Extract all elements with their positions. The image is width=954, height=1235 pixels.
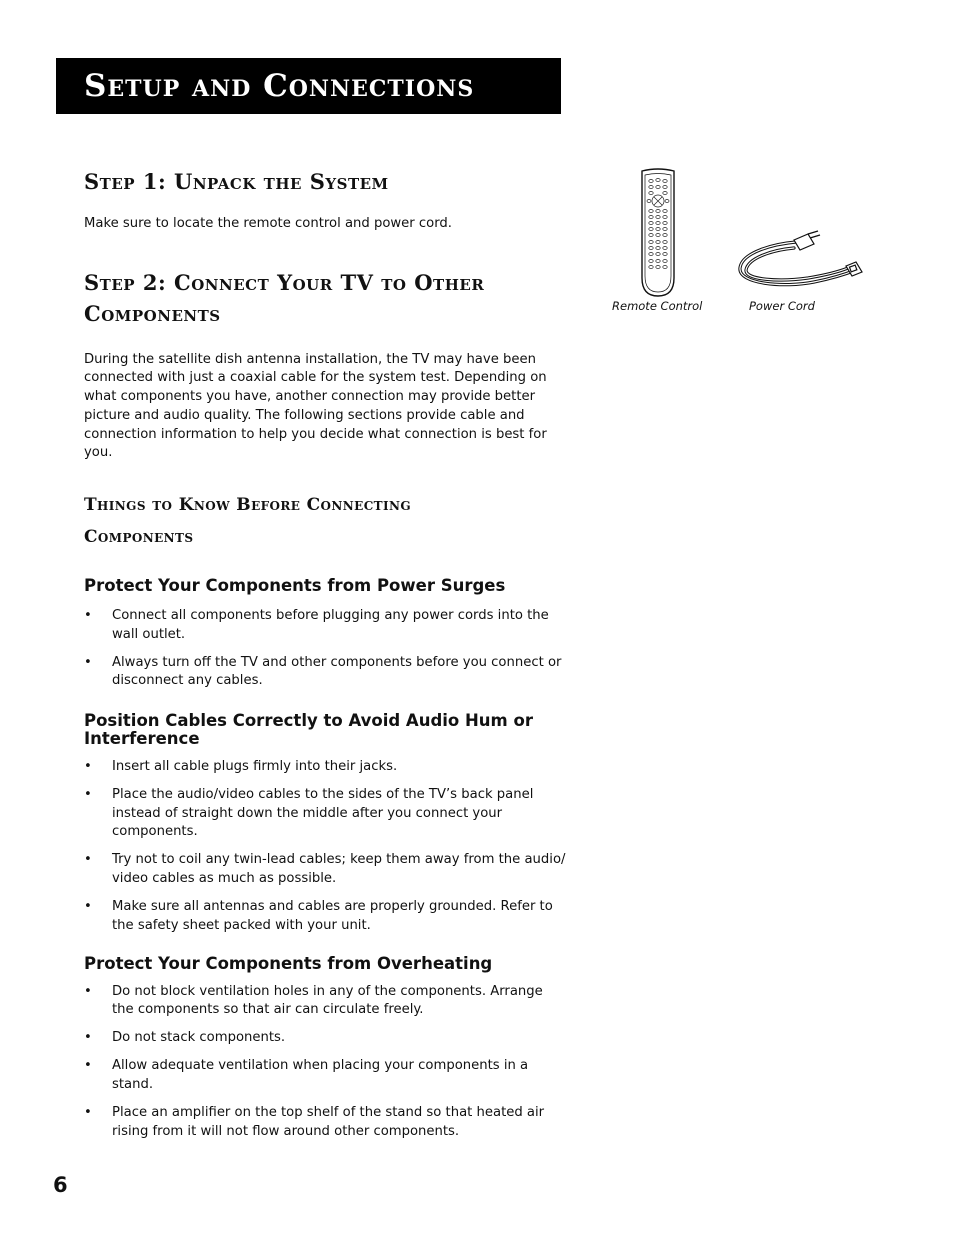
list-item xyxy=(84,1029,566,1048)
step2-heading-line2: Components xyxy=(84,300,221,326)
page-number: 6 xyxy=(53,1173,68,1197)
step2-heading xyxy=(84,267,566,329)
surges-list xyxy=(84,607,566,691)
list-item xyxy=(84,654,566,691)
bullet-glyph: • xyxy=(84,983,92,999)
list-item-text: Place the audio/video cables to the sides of the TV’s back panel instead of straight down the middle after you connect your components. xyxy=(112,787,534,840)
surges-heading: Protect Your Components from Power Surges xyxy=(84,575,506,595)
section-banner xyxy=(56,58,561,114)
cables-heading: Position Cables Correctly to Avoid Audio Hum or Interference xyxy=(84,711,533,749)
list-item-text: Do not stack components. xyxy=(112,1030,286,1046)
list-item-text: Do not block ventilation holes in any of the components. Arrange the components so that air can circulate freely. xyxy=(112,983,543,1018)
list-item xyxy=(84,1057,566,1094)
things-heading xyxy=(84,489,566,553)
section-title: Setup and Connections xyxy=(84,68,475,104)
main-content xyxy=(84,166,566,1151)
step1-body: Make sure to locate the remote control and power cord. xyxy=(84,216,452,231)
cord-caption: Power Cord xyxy=(749,299,815,313)
bullet-glyph: • xyxy=(84,1030,92,1046)
bullet-glyph: • xyxy=(84,759,92,775)
bullet-glyph: • xyxy=(84,787,92,803)
power-cord-icon xyxy=(734,228,864,292)
step1-heading: Step 1: Unpack the System xyxy=(84,169,389,194)
bullet-glyph: • xyxy=(84,607,92,623)
list-item-text: Allow adequate ventilation when placing your components in a stand. xyxy=(112,1058,529,1092)
list-item xyxy=(84,607,566,644)
overheating-list xyxy=(84,983,566,1142)
bullet-glyph: • xyxy=(84,1058,92,1074)
things-heading-line1: Things to Know Before Connecting xyxy=(84,494,411,515)
list-item xyxy=(84,898,566,935)
list-item xyxy=(84,983,566,1020)
list-item xyxy=(84,786,566,842)
list-item xyxy=(84,1104,566,1141)
list-item xyxy=(84,851,566,888)
bullet-glyph: • xyxy=(84,654,92,670)
remote-control-icon xyxy=(636,168,680,300)
things-heading-line2: Components xyxy=(84,526,194,547)
bullet-glyph: • xyxy=(84,1104,92,1120)
cables-list xyxy=(84,758,566,936)
remote-caption: Remote Control xyxy=(612,299,703,313)
list-item-text: Make sure all antennas and cables are properly grounded. Refer to the safety sheet packed with your unit. xyxy=(112,899,553,933)
bullet-glyph: • xyxy=(84,852,92,868)
list-item xyxy=(84,758,566,777)
list-item-text: Insert all cable plugs firmly into their jacks. xyxy=(112,759,398,775)
overheating-heading: Protect Your Components from Overheating xyxy=(84,953,493,973)
list-item-text: Connect all components before plugging any power cords into the wall outlet. xyxy=(112,607,549,642)
list-item-text: Place an amplifier on the top shelf of the stand so that heated air rising from it will not flow around other components. xyxy=(112,1104,545,1139)
list-item-text: Try not to coil any twin-lead cables; keep them away from the audio/ video cables as much as possible. xyxy=(112,852,566,887)
step2-body: During the satellite dish antenna installation, the TV may have been connected with just a coaxial cable for the system test. Depending on what components you have, another connection may provide better picture and audio quality. The following sections provide cable and connection information to help you decide what connection is best for you. xyxy=(84,351,547,461)
bullet-glyph: • xyxy=(84,899,92,915)
step2-heading-line1: Step 2: Connect Your TV to Other xyxy=(84,269,485,295)
list-item-text: Always turn off the TV and other components before you connect or disconnect any cables. xyxy=(112,654,562,689)
